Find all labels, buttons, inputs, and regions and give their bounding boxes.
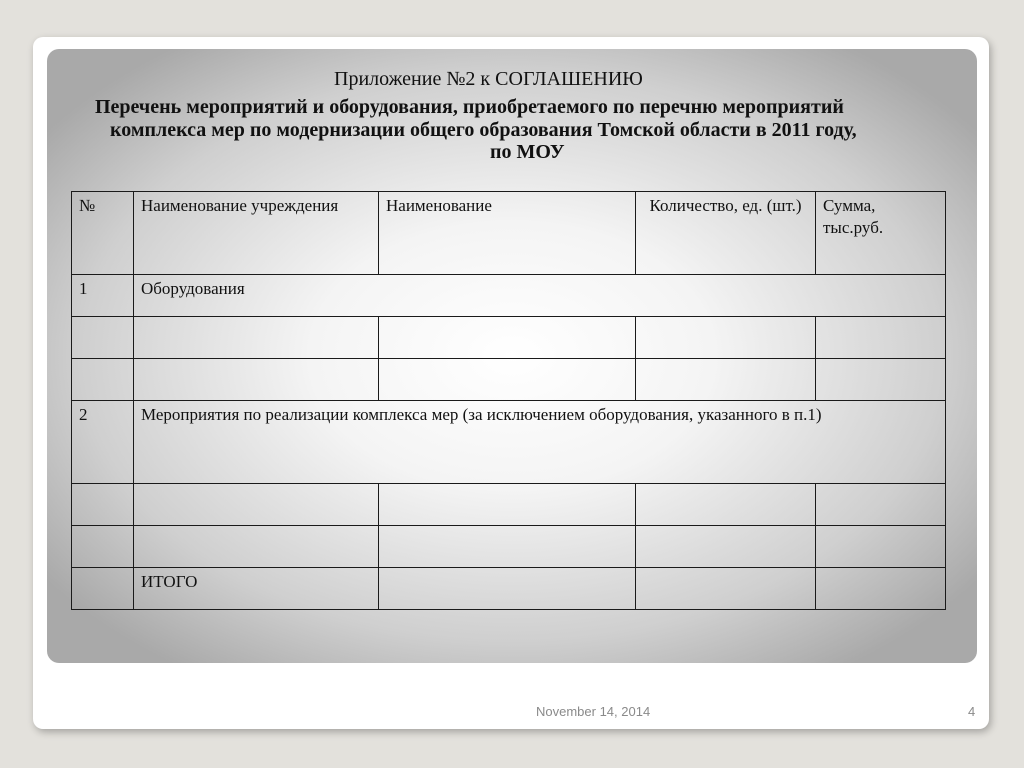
table-cell <box>816 317 946 359</box>
table-cell <box>636 359 816 401</box>
table-cell <box>636 484 816 526</box>
header-quantity: Количество, ед. (шт.) <box>636 192 816 275</box>
footer-date: November 14, 2014 <box>536 704 651 719</box>
table-cell <box>134 359 379 401</box>
appendix-title-main: СОГЛАШЕНИЮ <box>495 68 643 90</box>
section-row-equipment <box>72 275 946 317</box>
document-title-line-2: комплекса мер по модернизации общего образования Томской области в 2011 году, <box>110 119 857 141</box>
header-name: Наименование <box>379 192 636 275</box>
measures-table <box>71 191 946 610</box>
header-institution: Наименование учреждения <box>134 192 379 275</box>
table-cell <box>72 484 134 526</box>
table-cell <box>134 526 379 568</box>
table-cell <box>72 317 134 359</box>
table-row <box>72 359 946 401</box>
table-cell <box>379 568 636 610</box>
document-title-line-3: по МОУ <box>490 141 565 163</box>
table-cell <box>379 317 636 359</box>
section-row-measures <box>72 401 946 484</box>
table-cell <box>134 317 379 359</box>
table-cell <box>379 359 636 401</box>
table-cell <box>379 484 636 526</box>
table-cell <box>816 484 946 526</box>
table-header-row <box>72 192 946 275</box>
table-cell <box>816 526 946 568</box>
table-cell <box>72 359 134 401</box>
appendix-title-prefix: Приложение №2 к <box>334 68 496 90</box>
table-cell <box>636 526 816 568</box>
total-row <box>72 568 946 610</box>
table-cell <box>816 359 946 401</box>
header-sum: Сумма, тыс.руб. <box>816 192 946 275</box>
section-label: Мероприятия по реализации комплекса мер (за исключением оборудования, указанного в п.1) <box>134 401 946 484</box>
table-cell <box>636 568 816 610</box>
table-cell <box>816 568 946 610</box>
table-row <box>72 484 946 526</box>
section-number: 2 <box>72 401 134 484</box>
section-number: 1 <box>72 275 134 317</box>
table-row <box>72 526 946 568</box>
header-number: № <box>72 192 134 275</box>
section-label: Оборудования <box>134 275 946 317</box>
appendix-title <box>334 68 643 90</box>
document-title-line-1: Перечень мероприятий и оборудования, приобретаемого по перечню мероприятий <box>95 96 844 118</box>
table-cell <box>72 526 134 568</box>
table-cell <box>636 317 816 359</box>
table-cell <box>379 526 636 568</box>
table-row <box>72 317 946 359</box>
page-number: 4 <box>968 704 976 719</box>
table-cell <box>72 568 134 610</box>
total-label: ИТОГО <box>134 568 379 610</box>
table-cell <box>134 484 379 526</box>
